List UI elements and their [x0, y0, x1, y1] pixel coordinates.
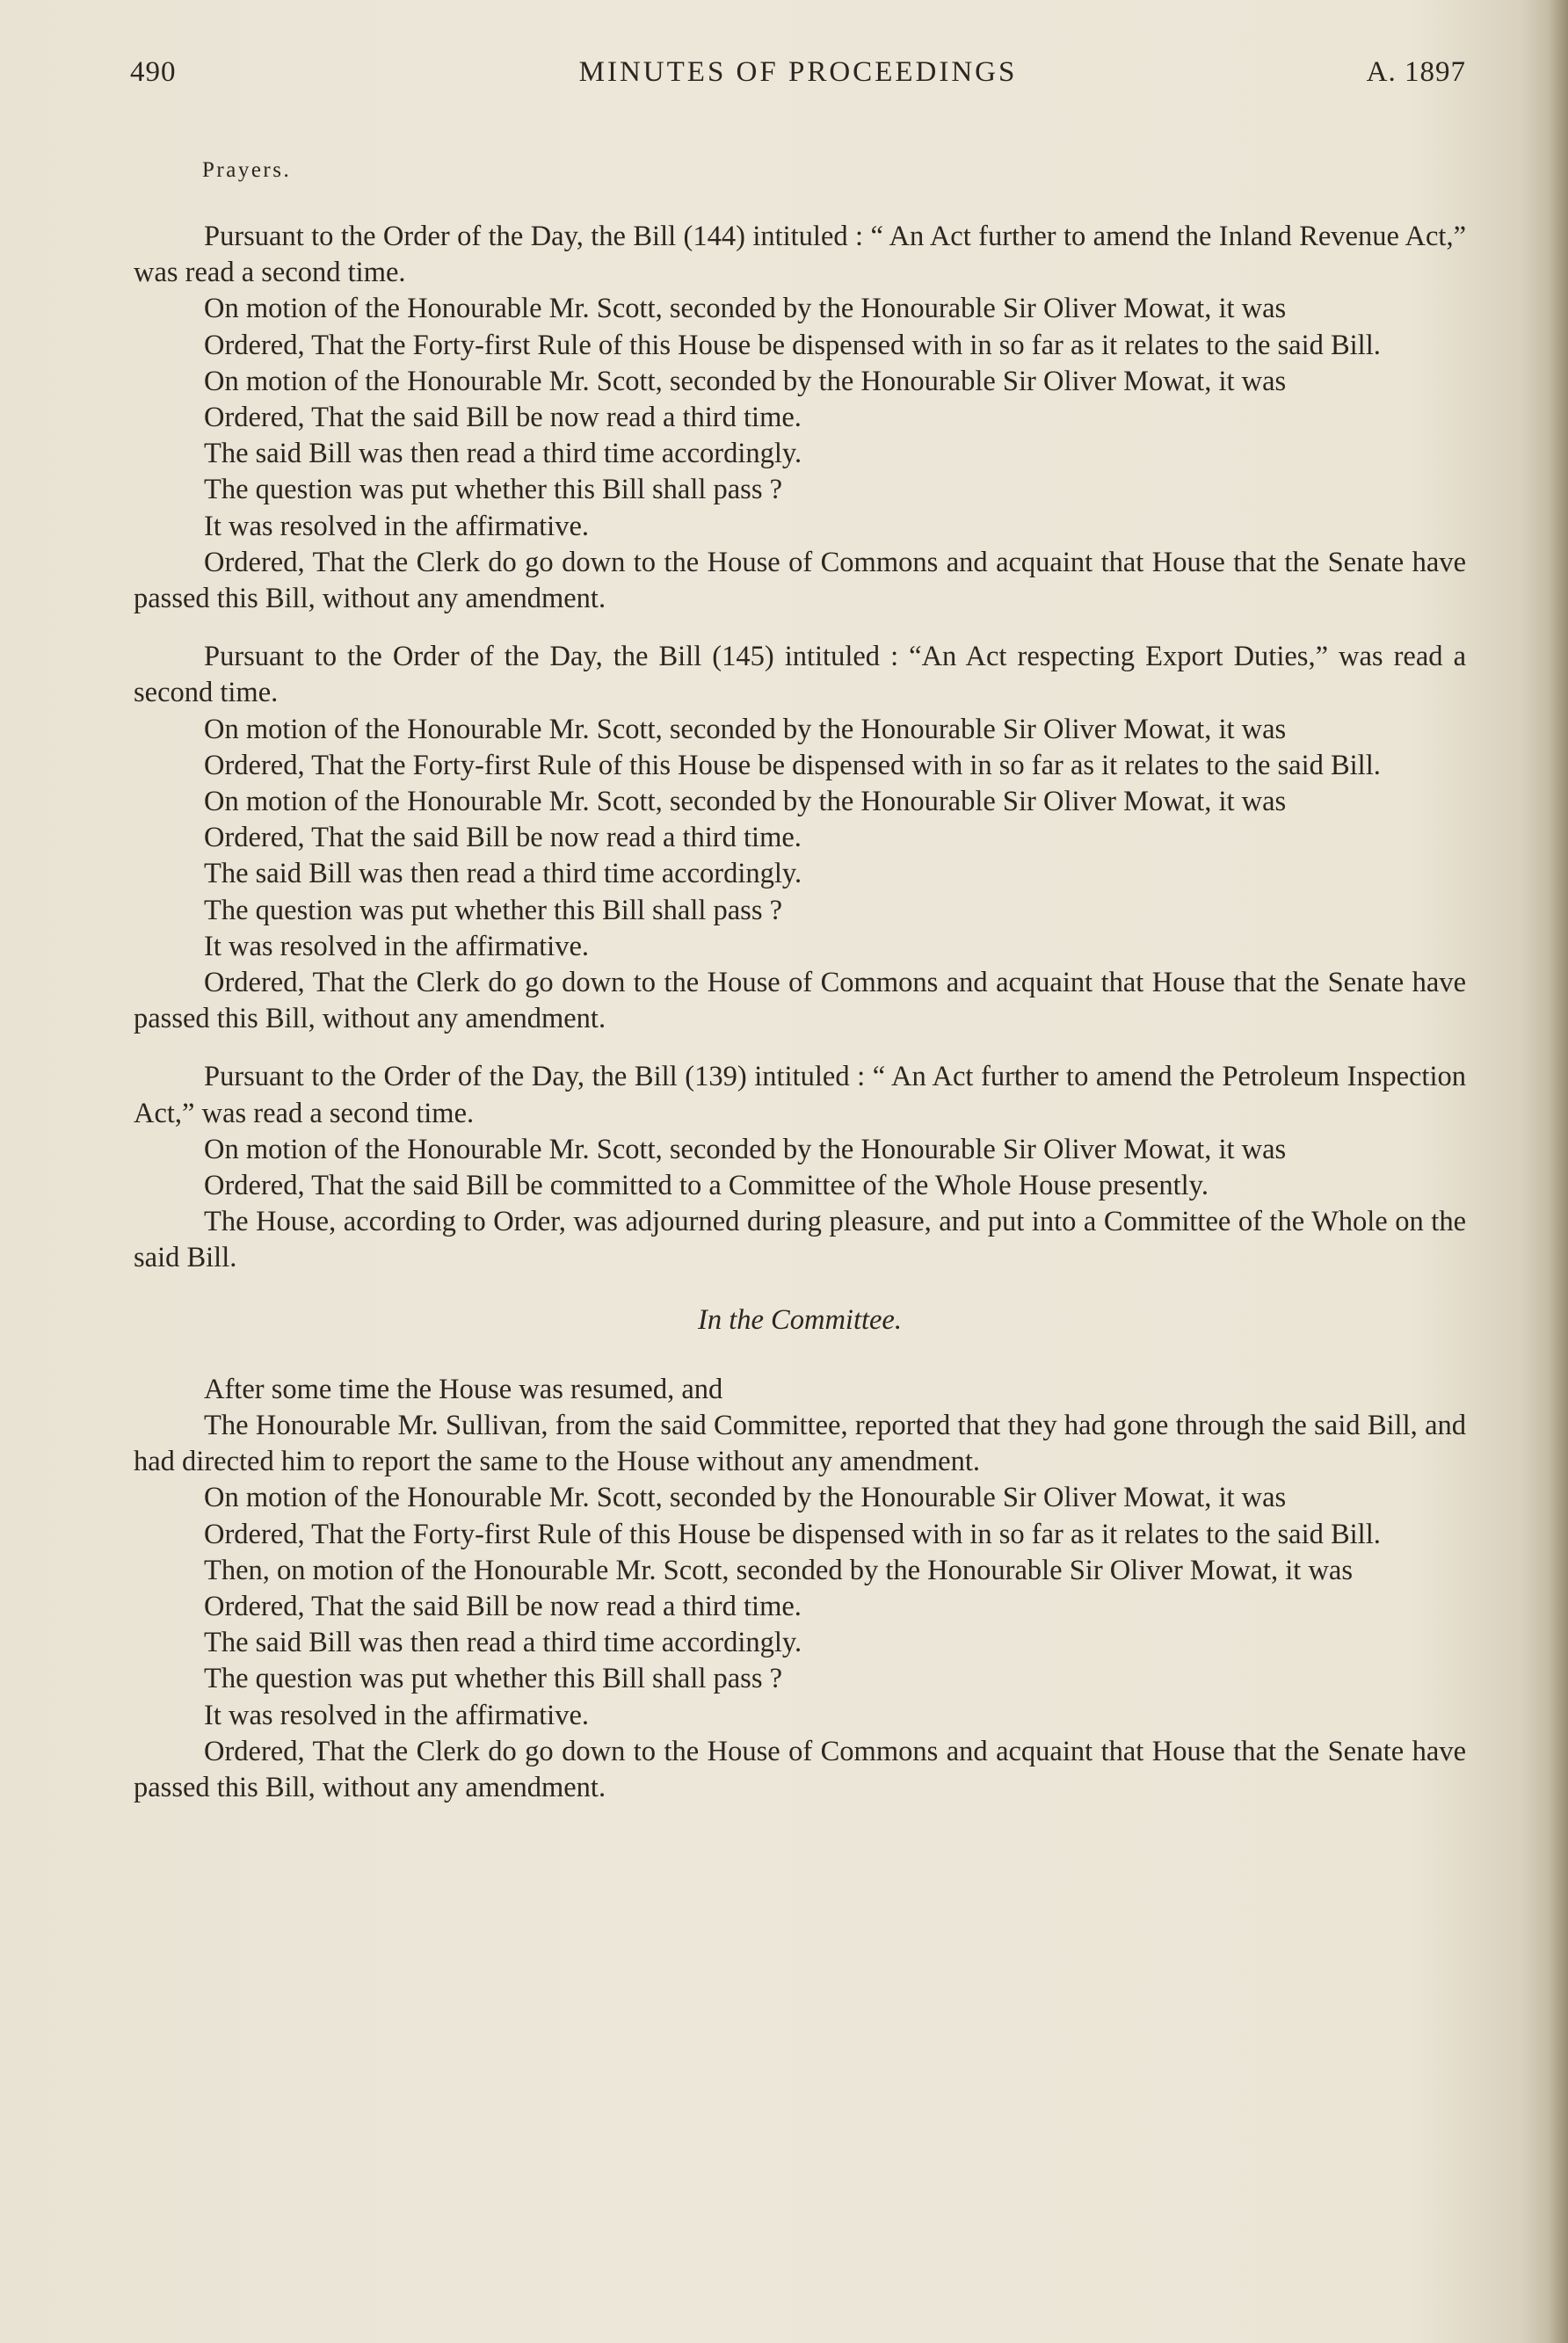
paragraph: On motion of the Honourable Mr. Scott, seconded by the Honourable Sir Oliver Mowat, it was	[204, 1133, 1287, 1165]
header-title: MINUTES OF PROCEEDINGS	[578, 56, 1018, 88]
paragraph: It was resolved in the affirmative.	[204, 1699, 590, 1731]
paragraph: Then, on motion of the Honourable Mr. Scott, seconded by the Honourable Sir Oliver Mowat, it was	[204, 1554, 1353, 1586]
paragraph: Ordered, That the Clerk do go down to the House of Commons and acquaint that House that the Senate have passed this Bill, without any amendment.	[134, 967, 1466, 1035]
paragraph: Pursuant to the Order of the Day, the Bill (144) intituled : “ An Act further to amend the Inland Revenue Act,” was read a second time.	[134, 221, 1466, 289]
paragraph: On motion of the Honourable Mr. Scott, seconded by the Honourable Sir Oliver Mowat, it was	[204, 786, 1287, 818]
page-number: 490	[130, 56, 177, 88]
paragraph: The question was put whether this Bill shall pass ?	[204, 1663, 783, 1695]
paragraph: Ordered, That the said Bill be now read a third time.	[204, 1590, 802, 1622]
paragraph: Pursuant to the Order of the Day, the Bill (145) intituled : “An Act respecting Export Duties,” was read a second time.	[134, 641, 1466, 709]
committee-heading: In the Committee.	[698, 1303, 902, 1336]
paragraph: The said Bill was then read a third time accordingly.	[204, 858, 802, 890]
paragraph: Ordered, That the Forty-first Rule of this House be dispensed with in so far as it relates to the said Bill.	[204, 749, 1381, 781]
paragraph: Pursuant to the Order of the Day, the Bill (139) intituled : “ An Act further to amend the Petroleum Inspection Act,” was read a second time.	[134, 1061, 1466, 1129]
committee-block	[134, 1372, 1466, 1806]
paragraph: The said Bill was then read a third time accordingly.	[204, 1627, 802, 1659]
prayers-heading: Prayers.	[202, 158, 292, 182]
bill-144-block	[134, 219, 1466, 617]
paragraph: It was resolved in the affirmative.	[204, 930, 590, 962]
paragraph: On motion of the Honourable Mr. Scott, seconded by the Honourable Sir Oliver Mowat, it was	[204, 713, 1287, 745]
paragraph: It was resolved in the affirmative.	[204, 510, 590, 542]
paragraph: On motion of the Honourable Mr. Scott, seconded by the Honourable Sir Oliver Mowat, it was	[204, 293, 1287, 325]
bill-145-block	[134, 639, 1466, 1037]
paragraph: Ordered, That the Forty-first Rule of this House be dispensed with in so far as it relates to the said Bill.	[204, 329, 1381, 361]
running-header	[130, 56, 1466, 98]
paragraph: Ordered, That the Clerk do go down to the House of Commons and acquaint that House that the Senate have passed this Bill, without any amendment.	[134, 1735, 1466, 1803]
minutes-body	[134, 219, 1466, 1806]
paragraph: Ordered, That the Clerk do go down to the House of Commons and acquaint that House that the Senate have passed this Bill, without any amendment.	[134, 546, 1466, 615]
paragraph: The question was put whether this Bill shall pass ?	[204, 474, 783, 506]
paragraph: The said Bill was then read a third time accordingly.	[204, 438, 802, 470]
paragraph: The Honourable Mr. Sullivan, from the said Committee, reported that they had gone through the said Bill, and had directed him to report the same to the House without any amendment.	[134, 1409, 1466, 1478]
header-year: A. 1897	[1366, 56, 1466, 88]
paragraph: After some time the House was resumed, and	[204, 1373, 723, 1405]
paragraph: On motion of the Honourable Mr. Scott, seconded by the Honourable Sir Oliver Mowat, it was	[204, 365, 1287, 397]
paragraph: Ordered, That the said Bill be now read a third time.	[204, 402, 802, 434]
paragraph: The House, according to Order, was adjourned during pleasure, and put into a Committee of the Whole on the said Bill.	[134, 1206, 1466, 1274]
paragraph: On motion of the Honourable Mr. Scott, seconded by the Honourable Sir Oliver Mowat, it was	[204, 1482, 1287, 1514]
bill-139-block	[134, 1059, 1466, 1276]
paragraph: The question was put whether this Bill shall pass ?	[204, 894, 783, 926]
paragraph: Ordered, That the Forty-first Rule of this House be dispensed with in so far as it relates to the said Bill.	[204, 1518, 1381, 1550]
page-edge-shadow	[1549, 0, 1568, 2343]
paragraph: Ordered, That the said Bill be now read a third time.	[204, 822, 802, 854]
paragraph: Ordered, That the said Bill be committed to a Committee of the Whole House presently.	[204, 1170, 1209, 1202]
